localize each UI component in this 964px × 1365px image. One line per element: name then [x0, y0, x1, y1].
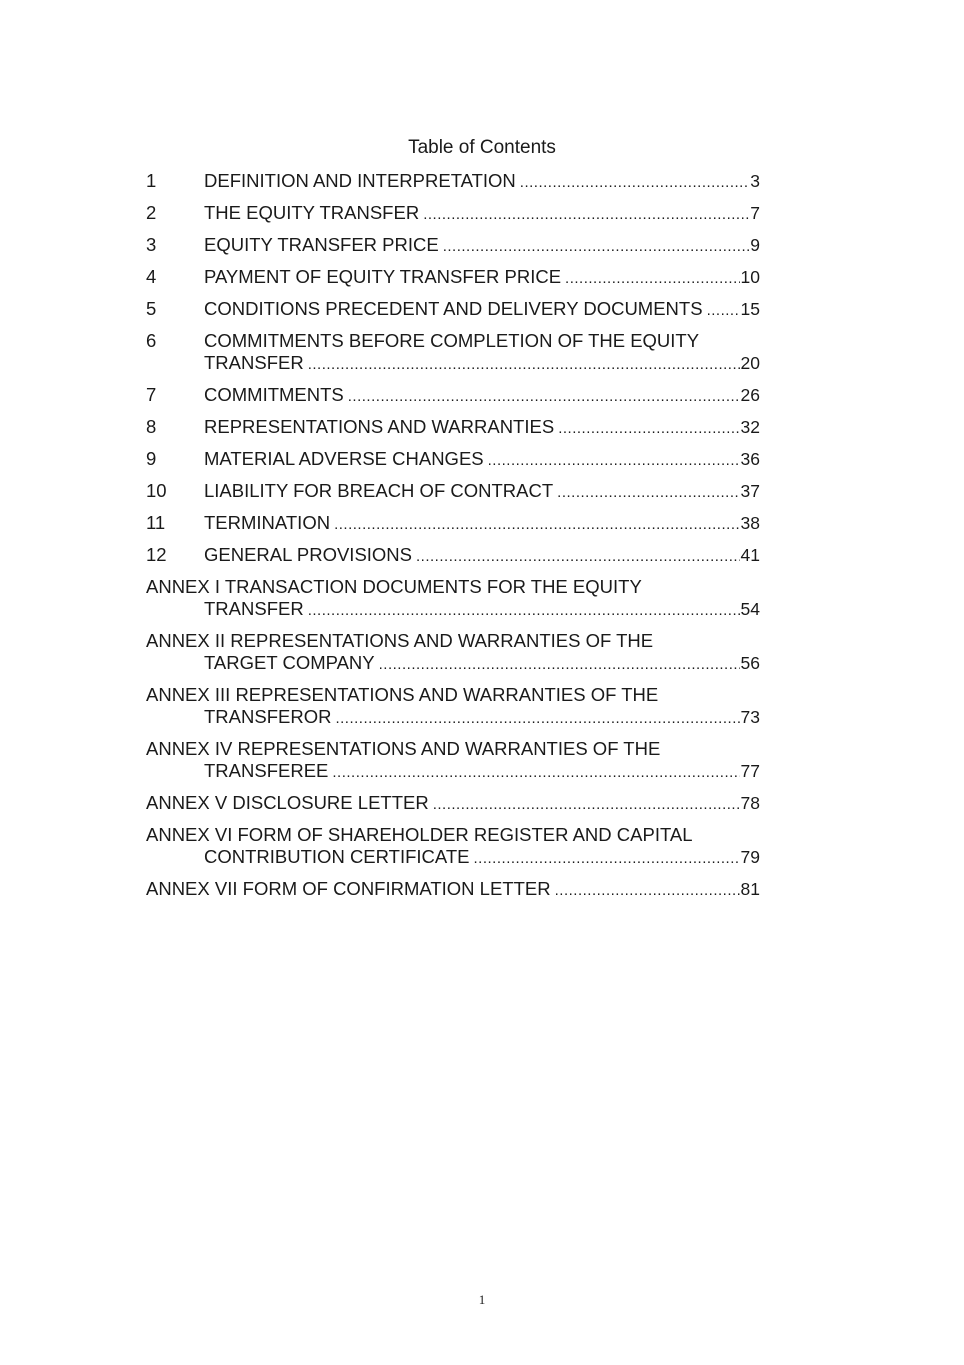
toc-annex-title-line2: TARGET COMPANY	[204, 652, 375, 673]
toc-entry-title: REPRESENTATIONS AND WARRANTIES	[204, 416, 555, 437]
dot-leader	[423, 204, 749, 226]
footer-page-number: 1	[478, 1292, 486, 1307]
dot-leader	[443, 236, 750, 258]
toc-entry-number: 2	[146, 202, 157, 223]
toc-entry-title: COMMITMENTS	[204, 384, 344, 405]
toc-entry-page: 15	[740, 299, 760, 319]
dot-leader	[332, 762, 739, 784]
toc-entry-title: GENERAL PROVISIONS	[204, 544, 413, 565]
toc-annex-page: 79	[740, 847, 760, 867]
toc-annex-page: 78	[740, 793, 760, 813]
toc-annex-page: 56	[740, 653, 760, 673]
toc-entry-title: LIABILITY FOR BREACH OF CONTRACT	[204, 480, 554, 501]
toc-entry-4[interactable]	[146, 266, 760, 288]
toc-entry-2[interactable]	[146, 202, 760, 224]
toc-entry-page: 3	[750, 171, 760, 191]
toc-entry-number: 8	[146, 416, 157, 437]
toc-annex-title-line2: CONTRIBUTION CERTIFICATE	[204, 846, 470, 867]
toc-annex-title: ANNEX V DISCLOSURE LETTER	[146, 792, 429, 813]
dot-leader	[416, 546, 740, 568]
toc-entry-number: 5	[146, 298, 157, 319]
dot-leader	[379, 654, 740, 676]
toc-entry-page: 7	[750, 203, 760, 223]
toc-annex-title: ANNEX VII FORM OF CONFIRMATION LETTER	[146, 878, 551, 899]
toc-entry-10[interactable]	[146, 480, 760, 502]
toc-entry-12[interactable]	[146, 544, 760, 566]
toc-entry-title: CONDITIONS PRECEDENT AND DELIVERY DOCUMENTS	[204, 298, 703, 319]
toc-entry-number: 9	[146, 448, 157, 469]
toc-entry-page: 38	[740, 513, 760, 533]
dot-leader	[334, 514, 739, 536]
toc-annex-7[interactable]	[146, 878, 760, 900]
page-title: Table of Contents	[408, 137, 556, 158]
dot-leader	[707, 300, 740, 322]
toc-entry-number: 12	[146, 544, 167, 565]
dot-leader	[557, 482, 739, 504]
toc-entry-1[interactable]	[146, 170, 760, 192]
toc-entry-page: 41	[740, 545, 760, 565]
toc-entry-title: MATERIAL ADVERSE CHANGES	[204, 448, 484, 469]
toc-entry-page: 20	[740, 353, 760, 373]
toc-entry-title: TERMINATION	[204, 512, 331, 533]
toc-annex-page: 81	[740, 879, 760, 899]
toc-annex-title-line1: ANNEX III REPRESENTATIONS AND WARRANTIES OF THE	[146, 684, 659, 705]
toc-annex-2[interactable]	[146, 630, 760, 674]
toc-entry-number: 3	[146, 234, 157, 255]
dot-leader	[348, 386, 740, 408]
toc-annex-1[interactable]	[146, 576, 760, 620]
toc-entry-page: 10	[740, 267, 760, 287]
dot-leader	[565, 268, 739, 290]
toc-entry-number: 4	[146, 266, 157, 287]
dot-leader	[474, 848, 740, 870]
toc-entry-8[interactable]	[146, 416, 760, 438]
dot-leader	[558, 418, 739, 440]
toc-annex-6[interactable]	[146, 824, 760, 868]
toc-annex-title-line1: ANNEX I TRANSACTION DOCUMENTS FOR THE EQUITY	[146, 576, 642, 597]
toc-entry-11[interactable]	[146, 512, 760, 534]
toc-entry-title-line1: COMMITMENTS BEFORE COMPLETION OF THE EQUITY	[204, 330, 700, 351]
toc-annex-page: 54	[740, 599, 760, 619]
toc-entry-title-line2: TRANSFER	[204, 352, 304, 373]
dot-leader	[433, 794, 740, 816]
toc-annex-title-line2: TRANSFEREE	[204, 760, 329, 781]
toc-entry-page: 37	[740, 481, 760, 501]
toc-annex-4[interactable]	[146, 738, 760, 782]
toc-annex-title-line2: TRANSFEROR	[204, 706, 332, 727]
toc-entry-9[interactable]	[146, 448, 760, 470]
toc-entry-page: 36	[740, 449, 760, 469]
toc-annex-title-line2: TRANSFER	[204, 598, 304, 619]
toc-annex-title-line1: ANNEX IV REPRESENTATIONS AND WARRANTIES OF THE	[146, 738, 661, 759]
toc-entry-7[interactable]	[146, 384, 760, 406]
toc-entry-number: 1	[146, 170, 157, 191]
toc-annex-3[interactable]	[146, 684, 760, 728]
toc-annex-5[interactable]	[146, 792, 760, 814]
toc-entry-number: 10	[146, 480, 167, 501]
toc-entry-number: 6	[146, 330, 157, 351]
toc-entry-page: 26	[740, 385, 760, 405]
toc-entry-title: DEFINITION AND INTERPRETATION	[204, 170, 516, 191]
toc-entry-page: 32	[740, 417, 760, 437]
toc-annex-title-line1: ANNEX VI FORM OF SHAREHOLDER REGISTER AND CAPITAL	[146, 824, 693, 845]
dot-leader	[488, 450, 740, 472]
dot-leader	[335, 708, 739, 730]
toc-entry-number: 11	[146, 512, 166, 533]
toc-entry-5[interactable]	[146, 298, 760, 320]
dot-leader	[308, 600, 740, 622]
dot-leader	[308, 354, 740, 376]
toc-entry-page: 9	[750, 235, 760, 255]
toc-annex-title-line1: ANNEX II REPRESENTATIONS AND WARRANTIES OF THE	[146, 630, 654, 651]
toc-entry-title: THE EQUITY TRANSFER	[204, 202, 420, 223]
dot-leader	[520, 172, 749, 194]
toc-entry-number: 7	[146, 384, 157, 405]
toc-annex-page: 73	[740, 707, 760, 727]
table-of-contents	[146, 170, 760, 910]
toc-entry-6[interactable]	[146, 330, 760, 374]
toc-annex-page: 77	[740, 761, 760, 781]
toc-entry-3[interactable]	[146, 234, 760, 256]
toc-entry-title: EQUITY TRANSFER PRICE	[204, 234, 439, 255]
dot-leader	[555, 880, 740, 902]
toc-entry-title: PAYMENT OF EQUITY TRANSFER PRICE	[204, 266, 562, 287]
